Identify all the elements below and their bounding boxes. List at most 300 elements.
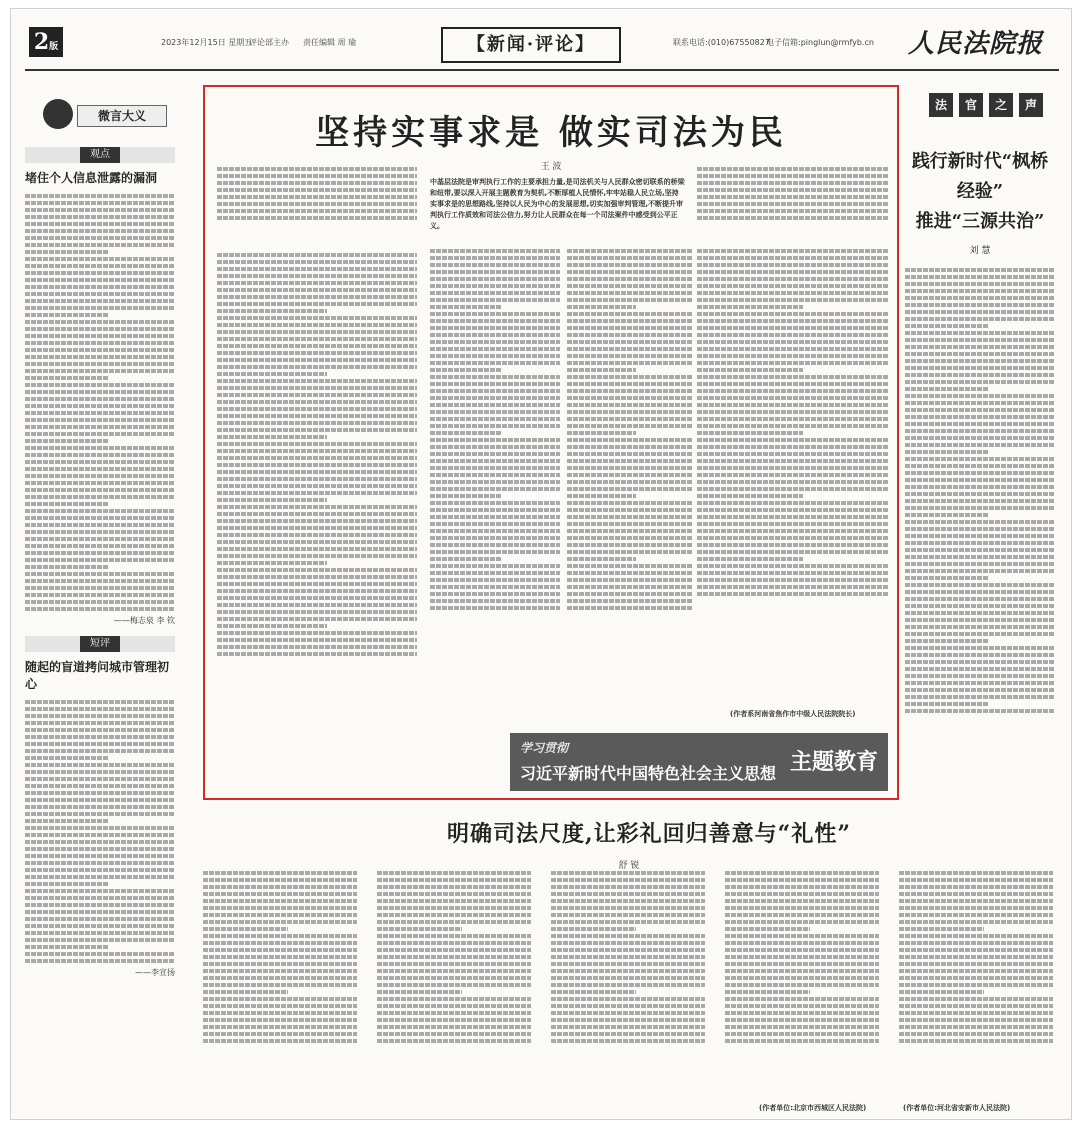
text-line (25, 742, 175, 746)
page-header (11, 9, 1073, 75)
text-line (217, 554, 417, 558)
text-line (905, 366, 1055, 370)
text-line (25, 586, 175, 590)
text-line (203, 906, 357, 910)
text-line (25, 593, 175, 597)
text-line (25, 334, 175, 338)
text-line (217, 309, 327, 313)
text-line (697, 263, 889, 267)
text-line (567, 263, 692, 267)
text-line (905, 597, 1055, 601)
text-line (25, 607, 175, 611)
text-line (377, 1018, 531, 1022)
text-line (567, 557, 636, 561)
text-line (899, 899, 1053, 903)
date-line: 2023年12月15日 星期五 (161, 38, 253, 47)
text-line (25, 537, 175, 541)
text-line (377, 927, 462, 931)
text-line (25, 390, 175, 394)
text-line (217, 610, 417, 614)
text-line (905, 324, 988, 328)
text-line (217, 316, 417, 320)
text-line (567, 417, 692, 421)
text-line (905, 464, 1055, 468)
text-line (905, 443, 1055, 447)
text-line (905, 268, 1055, 272)
right-title-line2: 推进“三源共治” (915, 211, 1045, 232)
text-line (203, 920, 357, 924)
text-line (25, 600, 175, 604)
text-line (567, 354, 692, 358)
text-line (430, 606, 560, 610)
text-line (25, 467, 175, 471)
text-line (217, 386, 417, 390)
text-line (217, 195, 417, 199)
text-line (430, 368, 502, 372)
bottom-author-note: (作者单位:北京市西城区人民法院) (759, 1104, 867, 1112)
article-body (25, 700, 175, 963)
text-line (25, 362, 175, 366)
text-line (430, 270, 560, 274)
text-line (567, 564, 692, 568)
column-tag: 之 (989, 93, 1013, 117)
text-line (567, 375, 692, 379)
text-line (725, 899, 879, 903)
text-line (430, 480, 560, 484)
text-line (217, 167, 417, 171)
text-line (697, 494, 803, 498)
text-line (567, 312, 692, 316)
text-line (25, 516, 175, 520)
text-line (25, 348, 175, 352)
text-line (25, 931, 175, 935)
text-line (25, 488, 175, 492)
page-number: 2版 (29, 27, 63, 57)
text-line (25, 369, 175, 373)
text-line (725, 934, 879, 938)
text-line (217, 274, 417, 278)
text-line (567, 277, 692, 281)
text-line (697, 487, 889, 491)
text-line (217, 484, 417, 488)
text-line (697, 389, 889, 393)
text-line (25, 376, 108, 380)
text-line (697, 333, 889, 337)
text-line (697, 291, 889, 295)
text-line (203, 941, 357, 945)
text-line (430, 571, 560, 575)
text-line (567, 424, 692, 428)
text-line (551, 1004, 705, 1008)
text-line (25, 728, 175, 732)
text-line (899, 934, 1053, 938)
text-line (203, 1018, 357, 1022)
text-line (217, 330, 417, 334)
text-line (430, 585, 560, 589)
text-line (25, 257, 175, 261)
text-line (551, 1018, 705, 1022)
text-line (25, 439, 108, 443)
text-line (430, 445, 560, 449)
text-line (567, 487, 692, 491)
text-line (25, 826, 175, 830)
featured-article (203, 85, 899, 800)
text-line (697, 277, 889, 281)
text-line (25, 523, 175, 527)
text-line (567, 459, 692, 463)
text-line (430, 494, 502, 498)
text-line (377, 1004, 531, 1008)
text-line (905, 338, 1055, 342)
text-line (697, 167, 889, 171)
text-line (217, 337, 417, 341)
text-line (25, 201, 175, 205)
text-line (905, 576, 988, 580)
text-line (203, 1025, 357, 1029)
text-line (551, 990, 636, 994)
text-line (567, 298, 692, 302)
text-line (25, 327, 175, 331)
text-line (905, 422, 1055, 426)
text-line (217, 209, 417, 213)
text-line (551, 892, 705, 896)
text-line (430, 431, 502, 435)
text-line (899, 927, 984, 931)
text-line (725, 1039, 879, 1043)
text-line (697, 459, 889, 463)
text-line (697, 174, 889, 178)
editor-line: 责任编辑 周 瑜 (303, 38, 357, 47)
text-line (25, 453, 175, 457)
text-line (377, 1039, 531, 1043)
text-line (905, 373, 1055, 377)
text-line (697, 298, 889, 302)
text-line (25, 558, 175, 562)
text-line (567, 340, 692, 344)
text-line (725, 1004, 879, 1008)
text-column (203, 869, 357, 1046)
text-line (25, 292, 175, 296)
text-line (697, 216, 889, 220)
text-line (217, 645, 417, 649)
text-line (430, 256, 560, 260)
article-signature: ——梅志泉 李 钦 (113, 616, 175, 625)
text-line (725, 976, 879, 980)
article-signature: ——李宣扬 (135, 968, 175, 977)
tag-label: 短评 (80, 636, 120, 652)
text-line (697, 347, 889, 351)
text-line (25, 798, 175, 802)
text-line (430, 347, 560, 351)
text-line (725, 948, 879, 952)
text-line (697, 284, 889, 288)
text-line (697, 480, 889, 484)
text-line (725, 969, 879, 973)
text-line (905, 527, 1055, 531)
text-line (725, 1018, 879, 1022)
text-line (430, 291, 560, 295)
text-line (25, 264, 175, 268)
text-line (551, 878, 705, 882)
text-line (203, 885, 357, 889)
text-line (217, 568, 417, 572)
text-line (430, 557, 502, 561)
text-line (905, 457, 1055, 461)
text-line (430, 466, 560, 470)
text-line (697, 501, 889, 505)
text-line (377, 990, 462, 994)
featured-author-note: (作者系河南省焦作市中级人民法院院长) (730, 710, 856, 718)
text-line (899, 948, 1053, 952)
text-line (25, 418, 175, 422)
text-line (25, 306, 175, 310)
text-line (217, 596, 417, 600)
text-line (697, 550, 889, 554)
text-line (725, 927, 810, 931)
text-line (430, 263, 560, 267)
text-line (217, 617, 417, 621)
text-line (430, 319, 560, 323)
text-line (25, 278, 175, 282)
text-line (899, 1025, 1053, 1029)
text-line (567, 529, 692, 533)
text-line (725, 885, 879, 889)
text-line (377, 934, 531, 938)
text-line (25, 756, 108, 760)
text-line (567, 578, 692, 582)
text-line (697, 543, 889, 547)
text-line (430, 536, 560, 540)
text-line (899, 878, 1053, 882)
text-line (217, 302, 417, 306)
text-line (697, 256, 889, 260)
text-line (899, 913, 1053, 917)
text-line (217, 295, 417, 299)
text-line (899, 955, 1053, 959)
text-line (25, 938, 175, 942)
text-line (697, 340, 889, 344)
text-line (567, 410, 692, 414)
text-line (697, 424, 889, 428)
column-tag: 声 (1019, 93, 1043, 117)
text-line (567, 473, 692, 477)
text-line (697, 396, 889, 400)
text-line (905, 436, 1055, 440)
desk-line: 评论部主办 (249, 38, 289, 47)
text-line (567, 445, 692, 449)
text-line (697, 452, 889, 456)
text-line (551, 899, 705, 903)
text-line (217, 414, 417, 418)
text-line (430, 312, 560, 316)
column-tag: 官 (959, 93, 983, 117)
text-line (697, 181, 889, 185)
text-line (25, 544, 175, 548)
text-column (377, 869, 531, 1046)
text-line (217, 421, 417, 425)
text-line (25, 565, 108, 569)
text-line (899, 1018, 1053, 1022)
text-line (899, 997, 1053, 1001)
text-line (203, 1032, 357, 1036)
text-line (203, 962, 357, 966)
text-line (25, 481, 175, 485)
text-line (899, 962, 1053, 966)
text-line (430, 249, 560, 253)
text-line (697, 578, 889, 582)
text-line (25, 250, 108, 254)
text-line (697, 319, 889, 323)
text-line (217, 631, 417, 635)
text-line (25, 208, 175, 212)
header-rule (25, 69, 1059, 71)
text-line (377, 997, 531, 1001)
text-line (430, 473, 560, 477)
text-line (567, 480, 692, 484)
text-line (430, 277, 560, 281)
text-line (905, 681, 1055, 685)
text-line (217, 470, 417, 474)
text-column (567, 247, 692, 613)
text-line (25, 320, 175, 324)
text-line (905, 541, 1055, 545)
text-line (217, 400, 417, 404)
text-line (905, 387, 988, 391)
text-line (25, 460, 175, 464)
text-line (697, 438, 889, 442)
text-line (25, 903, 175, 907)
text-line (551, 976, 705, 980)
text-line (377, 899, 531, 903)
text-line (25, 959, 175, 963)
text-line (905, 506, 1055, 510)
text-line (25, 791, 175, 795)
text-line (567, 452, 692, 456)
text-line (725, 913, 879, 917)
text-line (697, 564, 889, 568)
text-line (430, 298, 560, 302)
text-line (430, 354, 560, 358)
text-line (25, 355, 175, 359)
text-line (217, 638, 417, 642)
text-line (203, 990, 288, 994)
text-line (217, 407, 417, 411)
text-line (567, 599, 692, 603)
text-line (217, 202, 417, 206)
text-line (217, 463, 417, 467)
text-line (725, 906, 879, 910)
right-author-note: (作者单位:河北省安新市人民法院) (903, 1104, 1011, 1112)
bottom-article (203, 817, 1055, 1117)
text-line (217, 428, 417, 432)
text-line (25, 222, 175, 226)
text-line (567, 571, 692, 575)
text-line (203, 976, 357, 980)
text-column (697, 165, 889, 223)
text-line (725, 878, 879, 882)
text-line (203, 1039, 357, 1043)
featured-author: 王 波 (540, 162, 562, 172)
text-line (905, 310, 1055, 314)
text-line (697, 473, 889, 477)
text-line (25, 854, 175, 858)
text-line (203, 1011, 357, 1015)
text-line (567, 438, 692, 442)
text-line (567, 347, 692, 351)
text-line (697, 536, 889, 540)
text-line (430, 578, 560, 582)
text-line (25, 840, 175, 844)
text-line (697, 368, 803, 372)
text-line (217, 393, 417, 397)
text-line (430, 284, 560, 288)
text-line (905, 646, 1055, 650)
text-line (203, 955, 357, 959)
text-line (725, 1032, 879, 1036)
study-banner (510, 733, 888, 791)
text-line (905, 303, 1055, 307)
text-line (899, 1004, 1053, 1008)
text-line (905, 380, 1055, 384)
text-line (567, 522, 692, 526)
text-line (551, 941, 705, 945)
text-line (551, 955, 705, 959)
text-line (899, 983, 1053, 987)
text-line (697, 445, 889, 449)
text-line (697, 312, 889, 316)
text-line (217, 435, 327, 439)
text-line (551, 948, 705, 952)
text-line (905, 702, 988, 706)
text-line (697, 585, 889, 589)
text-line (899, 920, 1053, 924)
text-line (697, 508, 889, 512)
text-line (899, 1032, 1053, 1036)
text-line (25, 770, 175, 774)
text-line (25, 502, 108, 506)
text-line (430, 424, 560, 428)
text-line (25, 875, 175, 879)
text-line (25, 243, 175, 247)
text-line (567, 291, 692, 295)
text-line (567, 592, 692, 596)
text-line (905, 415, 1055, 419)
text-line (567, 606, 692, 610)
text-line (217, 477, 417, 481)
text-line (697, 403, 889, 407)
text-line (217, 260, 417, 264)
text-line (217, 188, 417, 192)
text-line (25, 446, 175, 450)
text-column (899, 869, 1053, 1046)
text-line (697, 410, 889, 414)
text-line (697, 209, 889, 213)
text-line (217, 491, 417, 495)
text-line (697, 592, 889, 596)
text-line (905, 604, 1055, 608)
text-line (430, 452, 560, 456)
featured-lead: 中基层法院是审判执行工作的主要承担力量,是司法机关与人民群众密切联系的桥梁和纽带,要以深入开展主题教育为契机,不断厚植人民情怀,牢牢站稳人民立场,坚持实事求是的思想路线,坚持以人民为中心的发展思想,切实加强审判管理,不断提升审判执行工作质效和司法公信力,努力让人民群众在每一个司法案件中感受到公平正义。 (430, 178, 685, 230)
text-line (697, 375, 889, 379)
text-line (567, 585, 692, 589)
text-line (567, 284, 692, 288)
text-line (551, 913, 705, 917)
text-line (25, 714, 175, 718)
text-line (377, 969, 531, 973)
text-line (203, 913, 357, 917)
text-line (25, 341, 175, 345)
text-line (697, 361, 889, 365)
